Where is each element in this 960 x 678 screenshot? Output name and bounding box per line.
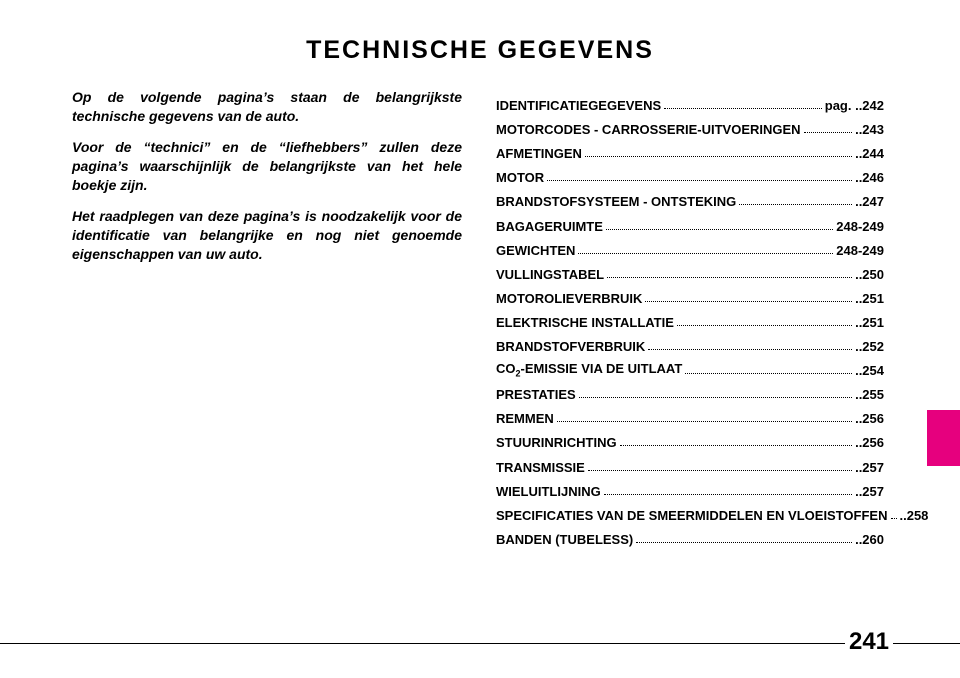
toc-page: ..244	[855, 146, 884, 162]
toc-leader	[891, 518, 897, 519]
toc-label: AFMETINGEN	[496, 146, 582, 162]
toc-leader	[557, 421, 852, 422]
toc-leader	[579, 397, 852, 398]
toc-label-rest: -EMISSIE VIA DE UITLAAT	[520, 360, 683, 376]
toc-page: ..255	[855, 387, 884, 403]
toc-row[interactable]	[496, 137, 884, 161]
toc-page: 248-249	[836, 242, 884, 258]
toc-page: ..252	[855, 339, 884, 355]
intro-paragraph: Voor de “technici” en de “liefhebbers” zullen deze pagina’s waarschijnlijk de belangrijkste van het hele boekje zijn.	[72, 139, 462, 193]
toc-leader	[606, 229, 833, 230]
toc-leader	[578, 253, 833, 254]
toc-row[interactable]	[496, 499, 929, 523]
toc-leader	[620, 445, 852, 446]
toc-page: pag. ..242	[824, 98, 884, 114]
toc-row[interactable]	[496, 89, 884, 113]
page-number: 241	[848, 628, 890, 655]
toc-label: MOTORCODES - CARROSSERIE-UITVOERINGEN	[496, 122, 801, 138]
footer-rule-left	[0, 643, 845, 644]
toc-leader	[604, 494, 852, 495]
toc-row[interactable]	[496, 185, 884, 209]
toc-label: SPECIFICATIES VAN DE SMEERMIDDELEN EN VLOEISTOFFEN	[496, 507, 888, 523]
toc-page: ..247	[855, 194, 884, 210]
toc-label: IDENTIFICATIEGEGEVENS	[496, 98, 662, 114]
toc-page: ..246	[855, 170, 884, 186]
toc-leader	[636, 542, 852, 543]
toc-page: ..243	[855, 122, 884, 138]
toc-label: WIELUITLIJNING	[496, 483, 601, 499]
toc-label: MOTOR	[496, 170, 545, 186]
toc-row[interactable]	[496, 450, 884, 474]
toc-leader	[585, 156, 852, 157]
toc-label: VULLINGSTABEL	[496, 266, 605, 282]
toc-leader	[648, 349, 852, 350]
toc-leader	[588, 470, 852, 471]
toc-row[interactable]	[496, 113, 884, 137]
toc-page: ..250	[855, 266, 884, 282]
toc-row[interactable]	[496, 234, 884, 258]
toc-leader	[645, 301, 852, 302]
toc-label-co: CO	[496, 360, 516, 376]
toc-leader	[677, 325, 852, 326]
toc-leader	[664, 108, 822, 109]
toc-label: STUURINRICHTING	[496, 435, 617, 451]
toc-leader	[685, 373, 852, 374]
toc-row[interactable]	[496, 258, 884, 282]
intro-text	[72, 88, 462, 276]
toc-row[interactable]	[496, 523, 884, 547]
toc-leader	[804, 132, 853, 133]
toc-row[interactable]	[496, 354, 884, 378]
toc-row[interactable]	[496, 306, 884, 330]
toc-page: ..256	[855, 435, 884, 451]
toc-label: GEWICHTEN	[496, 242, 576, 258]
toc-label: ELEKTRISCHE INSTALLATIE	[496, 314, 674, 330]
toc-label: TRANSMISSIE	[496, 459, 585, 475]
toc-label: BRANDSTOFSYSTEEM - ONTSTEKING	[496, 194, 737, 210]
toc-page: ..254	[855, 363, 884, 379]
intro-paragraph: Het raadplegen van deze pagina’s is noodzakelijk voor de identificatie van belangrijke en nog niet genoemde eigenschappen van uw auto.	[72, 208, 462, 262]
footer-rule-right	[893, 643, 960, 644]
toc-leader	[739, 204, 852, 205]
toc-label-subscript: 2	[515, 368, 521, 379]
toc-row[interactable]	[496, 209, 884, 233]
toc-page: ..260	[855, 531, 884, 547]
toc-label: BAGAGERUIMTE	[496, 218, 603, 234]
toc-page: 248-249	[836, 218, 884, 234]
toc-row[interactable]	[496, 378, 884, 402]
toc-page: ..257	[855, 483, 884, 499]
toc-page: ..257	[855, 459, 884, 475]
toc-label: BANDEN (TUBELESS)	[496, 531, 634, 547]
toc-page: ..258	[899, 507, 929, 523]
toc-page: ..251	[855, 290, 884, 306]
toc-row[interactable]	[496, 161, 884, 185]
toc-leader	[547, 180, 852, 181]
toc-row[interactable]	[496, 426, 884, 450]
toc-label: REMMEN	[496, 411, 554, 427]
toc-row[interactable]	[496, 282, 884, 306]
toc-label: PRESTATIES	[496, 387, 576, 403]
toc-page: ..251	[855, 314, 884, 330]
toc-label	[496, 361, 682, 379]
table-of-contents	[496, 89, 929, 547]
toc-label: BRANDSTOFVERBRUIK	[496, 339, 646, 355]
toc-leader	[607, 277, 852, 278]
page-title: TECHNISCHE GEGEVENS	[306, 36, 654, 64]
intro-paragraph: Op de volgende pagina’s staan de belangrijkste technische gegevens van de auto.	[72, 89, 462, 124]
toc-label: MOTOROLIEVERBRUIK	[496, 290, 643, 306]
toc-row[interactable]	[496, 475, 884, 499]
toc-page: ..256	[855, 411, 884, 427]
toc-row[interactable]	[496, 402, 884, 426]
section-tab	[927, 410, 960, 466]
toc-row[interactable]	[496, 330, 884, 354]
